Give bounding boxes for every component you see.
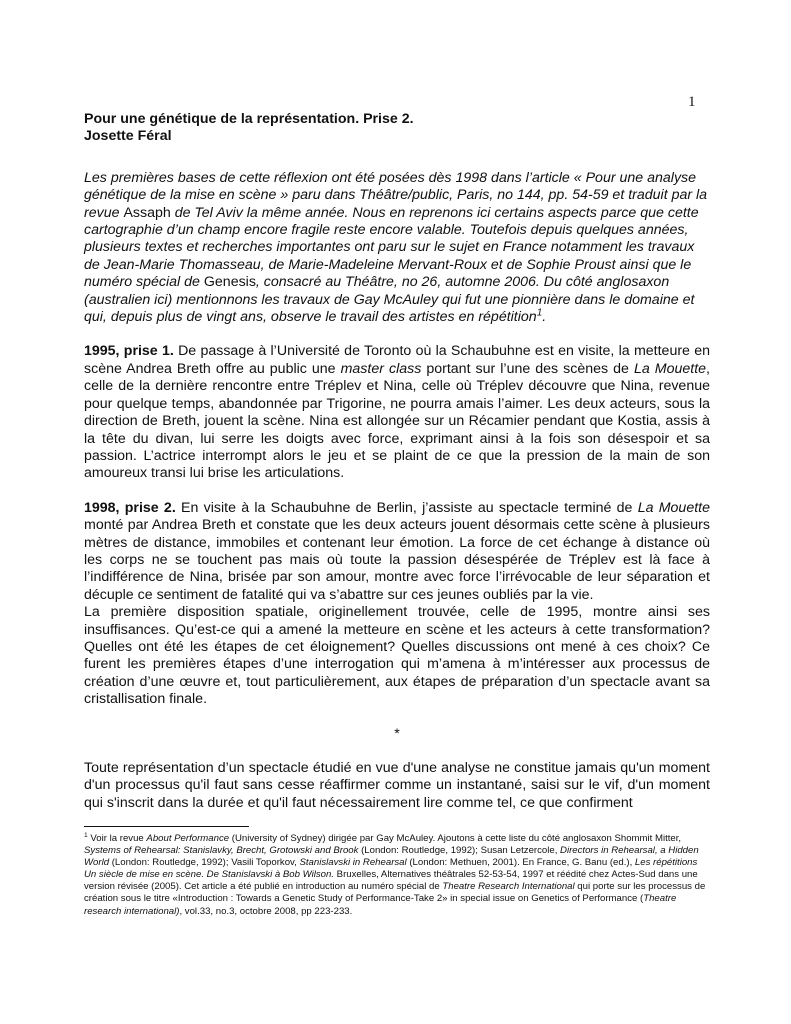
fn-tri-2: Theatre research international) — [84, 893, 677, 917]
fn-systems: Systems of Rehearsal: Stanislavky, Brecht, Grotowski and Brook — [84, 845, 359, 857]
fn-about-performance: About Performance — [146, 833, 230, 844]
fn-text-2: (University of Sydney) dirigée par Gay McAuley. Ajoutons à cette liste du côté anglosaxon Shommit Mitter, — [229, 833, 682, 844]
fn-text-3: (London: Routledge, 1992); Susan Letzercole, — [358, 845, 561, 857]
paragraph-disposition: La première disposition spatiale, originellement trouvée, celle de 1995, montre ainsi ses insuffisances. Qu’est-ce qui a amené la metteure en scène et les acteurs à cette transformation? Quelles ont été les étapes de cet éloignement? Quelles discussions ont mené à ces choix? Ce furent les premières étapes d’une interrogation qui m’amena à m’intéresser aux processus de création d’une œuvre et, tout particulièrement, aux étapes de préparation d’un spectacle avant sa cristallisation finale. — [84, 604, 710, 708]
fn-stanislavski: Stanislavski in Rehearsal — [299, 857, 407, 869]
fn-text-1: Voir la revue — [87, 833, 147, 844]
p1995-text-1: De passage à l’Université de Toronto où la Schaubuhne est en visite, la metteure en scène Andrea Breth offre au public une — [84, 343, 710, 377]
p1998-text-1: En visite à la Schaubuhne de Berlin, j’assiste au spectacle terminé de — [175, 499, 638, 516]
p1995-master-class: master class — [340, 360, 422, 377]
footnote-number: 1 — [84, 831, 88, 839]
p1995-la-mouette: La Mouette — [633, 360, 707, 377]
fn-text-6: Bruxelles, Alternatives théâtrales 52-53-54, 1997 et réédité chez Actes-Sud dans une version révisée (2005). Cet article a été publié en introduction au numéro spécial de — [84, 869, 698, 893]
paragraph-1998 — [84, 500, 710, 604]
intro-text-3: , consacré au Théâtre, no 26, automne 2006. Du côté anglosaxon (australien ici) mentionnons les travaux de Gay McAuley qui fut une pionnière dans le domaine et qui, depuis plus de vingt ans, observe le travail des artistes en répétition — [84, 274, 695, 326]
author-name: Josette Féral — [84, 128, 172, 145]
title-block — [84, 111, 710, 146]
intro-paragraph — [84, 170, 710, 327]
paragraph-toute-representation: Toute représentation d’un spectacle étudié en vue d'une analyse ne constitue jamais qu'un moment d'un processus qu'il faut sans cesse réaffirmer comme un instantané, saisi sur le vif, d'un moment qui s'inscrit dans la durée et qu'il faut nécessairement lire comme tel, ce que confirment — [84, 760, 710, 811]
paragraph-1995 — [84, 343, 710, 482]
footnote-reference: 1 — [536, 307, 543, 319]
p1998-text-2: monté par Andrea Breth et constate que les deux acteurs jouent désormais cette scène à plusieurs mètres de distance, immobiles et contenant leur émotion. La force de cet échange à distance où les corps ne se touchent pas mais où toute la passion désespérée de Tréplev est là face à l’indifférence de Nina, brisée par son amour, montre avec force l’irrévocable de leur séparation et décuple ce sentiment de fatalité qui va s’abattre sur ces jeunes oubliés par la vie. — [84, 517, 710, 603]
intro-end: . — [542, 309, 547, 326]
intro-text-2: de Tel Aviv la même année. Nous en reprenons ici certains aspects parce que cette cartographie d’un champ encore fragile reste encore valable. Toutefois depuis quelques années, plusieurs textes et recherches importantes ont paru sur le sujet en France notamment les travaux de Jean-Marie Thomasseau, de Marie-Madeleine Mervant-Roux et de Sophie Proust ainsi que le numéro spécial de — [84, 204, 699, 291]
footnote-separator — [84, 826, 249, 827]
fn-repetitions: Les répétitions Un siècle de mise en scène. De Stanislavski à Bob Wilson. — [84, 857, 698, 881]
section-separator: * — [394, 725, 400, 742]
heading-1998: 1998, prise 2. — [84, 499, 176, 516]
intro-text-1: Les premières bases de cette réflexion ont été posées dès 1998 dans l’article « Pour une analyse génétique de la mise en scène » paru dans Théâtre/public, Paris, no 144, pp. 54-59 et traduit par la revue — [84, 169, 708, 221]
fn-text-8: , vol.33, no.3, octobre 2008, pp 223-233. — [179, 905, 353, 917]
fn-directors: Directors in Rehearsal, a Hidden World — [84, 845, 699, 869]
fn-text-4: (London: Routledge, 1992); Vasili Toporkov, — [109, 857, 300, 869]
intro-assaph: Assaph — [123, 204, 171, 221]
document-body — [84, 111, 710, 812]
heading-1995: 1995, prise 1. — [84, 343, 174, 360]
fn-text-5: (London: Methuen, 2001). En France, G. Banu (ed.), — [406, 857, 635, 869]
fn-tri: Theatre Research International — [442, 881, 575, 893]
p1998-la-mouette: La Mouette — [637, 499, 710, 516]
footnote-1 — [84, 833, 710, 918]
intro-genesis: Genesis — [203, 274, 256, 291]
paper-title: Pour une génétique de la représentation. Prise 2. — [84, 111, 414, 127]
fn-text-7: qui porte sur les processus de création sous le titre «Introduction : Towards a Genetic Study of Performance-Take 2» in special issue on Genetics of Performance ( — [84, 881, 706, 905]
p1995-text-2: portant sur l’une des scènes de — [421, 360, 634, 377]
p1995-text-3: , celle de la dernière rencontre entre Tréplev et Nina, celle où Tréplev découvre que Nina, revenue pour quelque temps, abandonnée par Trigorine, ne pourra amais l’aimer. Les deux acteurs, sous la direction de Breth, jouent la scène. Nina est allongée sur un Récamier pendant que Kostia, assis à la tête du divan, lui serre les doigts avec force, exprimant ainsi à la fois son désespoir et sa passion. L’actrice interrompt alors le jeu et se plaint de ce que la pression de la main de son amoureux transi lui brise les articulations. — [84, 360, 710, 482]
page-number: 1 — [688, 94, 696, 110]
